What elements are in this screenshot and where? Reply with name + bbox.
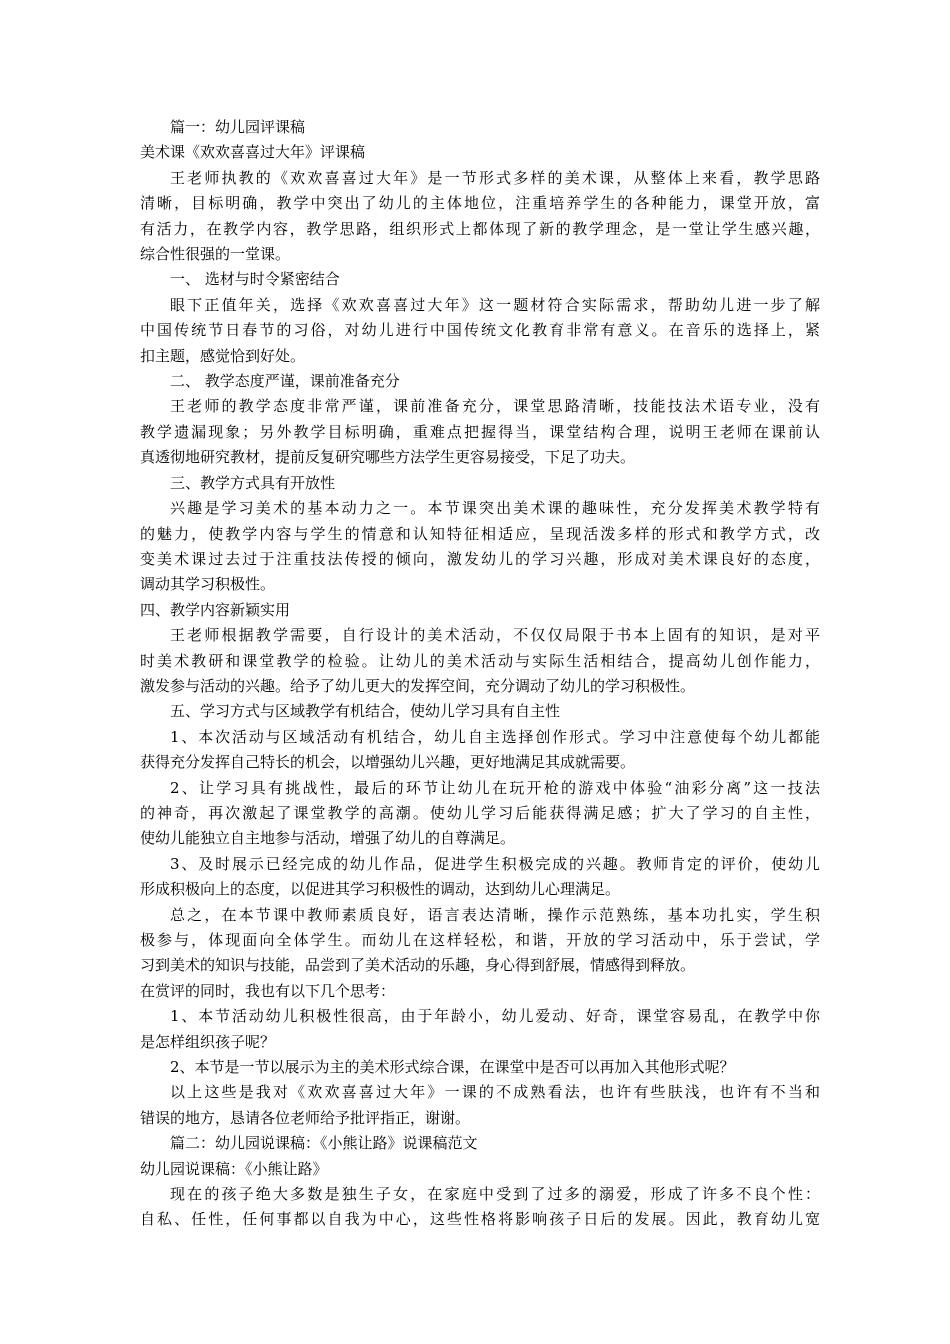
text-line: 四、教学内容新颖实用 [140, 600, 291, 619]
text-line: 幼儿园说课稿：《小熊让路》 [140, 1159, 328, 1178]
text-line: 极参与，体现面向全体学生。而幼儿在这样轻松，和谐，开放的学习活动中，乐于尝试，学 [140, 931, 820, 949]
text-line: 2、让学习具有挑战性，最后的环节让幼儿在玩开枪的游戏中体验“油彩分离”这一技法 [170, 778, 820, 797]
text-line: 调动其学习积极性。 [140, 575, 276, 594]
text-line: 形成积极向上的态度，以促进其学习积极性的调动，达到幼儿心理满足。 [140, 880, 621, 899]
text-line: 教学遗漏现象；另外教学目标明确，重难点把握得当，课堂结构合理，说明王老师在课前认 [140, 422, 820, 441]
text-line: 的魅力，使教学内容与学生的情意和认知特征相适应，呈现活泼多样的形式和教学方式，改 [140, 524, 820, 543]
text-line: 真透彻地研究教材，提前反复研究哪些方法学生更容易接受，下足了功夫。 [140, 448, 636, 467]
text-line: 激发参与活动的兴趣。给予了幼儿更大的发挥空间，充分调动了幼儿的学习积极性。 [140, 676, 696, 695]
text-line: 时美术教研和课堂教学的检验。让幼儿的美术活动与实际生活相结合，提高幼儿创作能力， [140, 651, 820, 670]
text-line: 一、 选材与时令紧密结合 [170, 270, 340, 289]
text-line: 篇一：幼儿园评课稿 [170, 118, 306, 136]
document-body [140, 115, 820, 1233]
text-line: 错误的地方，恳请各位老师给予批评指正，谢谢。 [140, 1108, 471, 1127]
text-line: 兴趣是学习美术的基本动力之一。本节课突出美术课的趣味性，充分发挥美术教学特有 [170, 499, 820, 518]
text-line: 总之，在本节课中教师素质良好，语言表达清晰，操作示范熟练，基本功扎实，学生积 [170, 905, 820, 924]
text-line: 王老师根据教学需要，自行设计的美术活动，不仅仅局限于书本上固有的知识，是对平 [170, 626, 820, 645]
text-line: 扣主题，感觉恰到好处。 [140, 346, 306, 365]
text-line: 1、本节活动幼儿积极性很高，由于年龄小，幼儿爱动、好奇，课堂容易乱，在教学中你 [170, 1007, 820, 1026]
text-line: 以上这些是我对《欢欢喜喜过大年》一课的不成熟看法，也许有些肤浅，也许有不当和 [170, 1083, 820, 1102]
text-line: 二、 教学态度严谨，课前准备充分 [170, 372, 400, 391]
text-line: 获得充分发挥自己特长的机会，以增强幼儿兴趣，更好地满足其成就需要。 [140, 753, 636, 772]
text-line: 是怎样组织孩子呢？ [140, 1032, 276, 1051]
text-line: 五、学习方式与区域教学有机结合，使幼儿学习具有自主性 [170, 702, 561, 721]
text-line: 习到美术的知识与技能，品尝到了美术活动的乐趣，身心得到舒展，情感得到释放。 [140, 956, 696, 975]
text-line: 2、本节是一节以展示为主的美术形式综合课，在课堂中是否可以再加入其他形式呢？ [170, 1058, 735, 1077]
text-line: 综合性很强的一堂课。 [140, 245, 291, 264]
text-line: 王老师执教的《欢欢喜喜过大年》是一节形式多样的美术课，从整体上来看，教学思路 [170, 168, 820, 187]
text-line: 有活力，在教学内容，教学思路，组织形式上都体现了新的教学理念，是一堂让学生感兴趣， [140, 219, 820, 238]
text-line: 1、本次活动与区域活动有机结合，幼儿自主选择创作形式。学习中注意使每个幼儿都能 [170, 727, 820, 746]
text-line: 使幼儿能独立自主地参与活动，增强了幼儿的自尊满足。 [140, 829, 516, 848]
text-line: 变美术课过去过于注重技法传授的倾向，激发幼儿的学习兴趣，形成对美术课良好的态度， [140, 549, 820, 568]
text-line: 三、教学方式具有开放性 [170, 473, 336, 492]
text-line: 的神奇，再次激起了课堂教学的高潮。使幼儿学习后能获得满足感；扩大了学习的自主性， [140, 803, 820, 822]
text-line: 王老师的教学态度非常严谨，课前准备充分，课堂思路清晰，技能技法术语专业，没有 [170, 397, 820, 416]
text-line: 篇二：幼儿园说课稿：《小熊让路》说课稿范文 [170, 1134, 478, 1153]
text-line: 清晰，目标明确，教学中突出了幼儿的主体地位，注重培养学生的各种能力，课堂开放，富 [140, 194, 820, 213]
text-line: 自私、任性，任何事都以自我为中心，这些性格将影响孩子日后的发展。因此，教育幼儿宽 [140, 1210, 820, 1229]
text-line: 中国传统节日春节的习俗，对幼儿进行中国传统文化教育非常有意义。在音乐的选择上，紧 [140, 321, 820, 340]
text-line: 美术课《欢欢喜喜过大年》评课稿 [140, 143, 366, 162]
text-line: 眼下正值年关，选择《欢欢喜喜过大年》这一题材符合实际需求，帮助幼儿进一步了解 [170, 295, 820, 314]
text-line: 3、及时展示已经完成的幼儿作品，促进学生积极完成的兴趣。教师肯定的评价，使幼儿 [170, 854, 820, 873]
text-line: 在赏评的同时，我也有以下几个思考： [140, 981, 396, 1000]
text-line: 现在的孩子绝大多数是独生子女，在家庭中受到了过多的溺爱，形成了许多不良个性： [170, 1185, 820, 1204]
